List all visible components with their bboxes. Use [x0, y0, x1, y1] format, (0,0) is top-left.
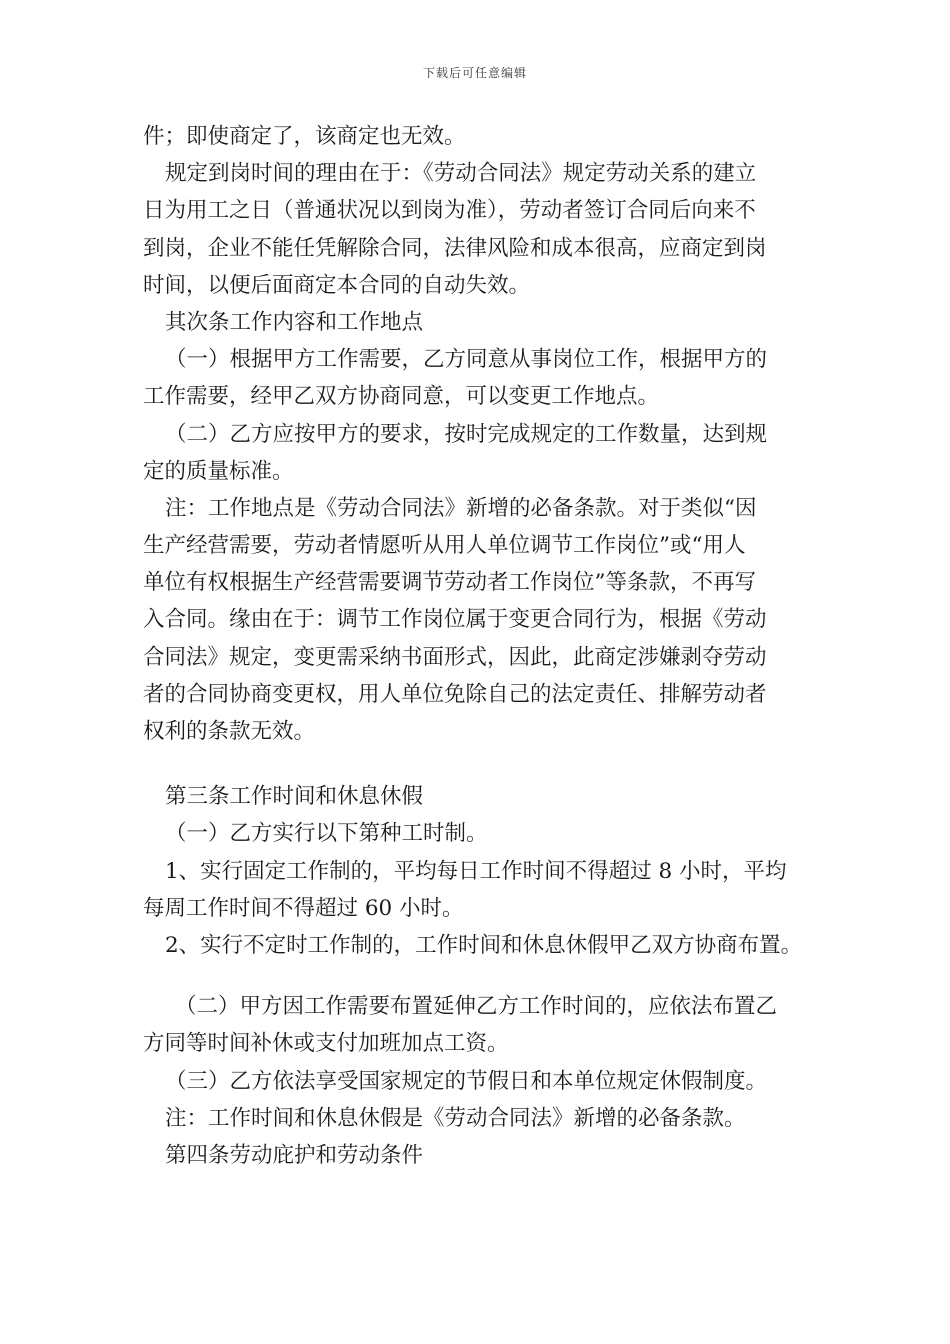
text-line: 每周工作时间不得超过 60 小时。 [143, 895, 464, 921]
text-line: （一）根据甲方工作需要，乙方同意从事岗位工作，根据甲方的 [165, 347, 768, 373]
text-line: 定的质量标准。 [143, 458, 294, 484]
text-line: 工作需要，经甲乙双方协商同意，可以变更工作地点。 [143, 384, 660, 410]
text-line: 件；即使商定了，该商定也无效。 [143, 124, 466, 149]
text-line: 单位有权根据生产经营需要调节劳动者工作岗位”等条款，不再写 [143, 570, 756, 596]
text-line: 时间，以便后面商定本合同的自动失效。 [143, 272, 531, 298]
text-line: 日为用工之日（普通状况以到岗为准），劳动者签订合同后向来不 [143, 198, 756, 224]
text-line: （一）乙方实行以下第种工时制。 [165, 821, 488, 847]
text-line: 规定到岗时间的理由在于：《劳动合同法》规定劳动关系的建立 [165, 161, 757, 187]
text-line: （二）甲方因工作需要布置延伸乙方工作时间的，应依法布置乙 [175, 994, 778, 1020]
text-line: 方同等时间补休或支付加班加点工资。 [143, 1031, 509, 1057]
text-line: 注：工作时间和休息休假是《劳动合同法》新增的必备条款。 [165, 1105, 746, 1131]
section-heading: 第四条劳动庇护和劳动条件 [165, 1142, 424, 1168]
text-line: 1、实行固定工作制的，平均每日工作时间不得超过 8 小时，平均 [165, 858, 787, 884]
section-heading: 第三条工作时间和休息休假 [165, 784, 424, 810]
section-heading: 其次条工作内容和工作地点 [165, 309, 424, 335]
text-line: 注：工作地点是《劳动合同法》新增的必备条款。对于类似“因 [165, 495, 757, 521]
text-line: 2、实行不定时工作制的，工作时间和休息休假甲乙双方协商布置。 [165, 932, 803, 958]
document-body [143, 118, 823, 1174]
text-line: （二）乙方应按甲方的要求，按时完成规定的工作数量，达到规 [165, 421, 768, 447]
text-line: 者的合同协商变更权，用人单位免除自己的法定责任、排解劳动者 [143, 681, 767, 707]
text-line: 权利的条款无效。 [143, 719, 316, 744]
page-header: 下载后可任意编辑 [422, 66, 527, 80]
text-line: （三）乙方依法享受国家规定的节假日和本单位规定休假制度。 [165, 1068, 768, 1094]
text-line: 生产经营需要，劳动者情愿听从用人单位调节工作岗位”或“用人 [143, 533, 746, 559]
text-line: 到岗，企业不能任凭解除合同，法律风险和成本很高，应商定到岗 [143, 235, 767, 261]
text-line: 入合同。缘由在于：调节工作岗位属于变更合同行为，根据《劳动 [143, 607, 767, 633]
text-line: 合同法》规定，变更需采纳书面形式，因此，此商定涉嫌剥夺劳动 [143, 644, 767, 670]
